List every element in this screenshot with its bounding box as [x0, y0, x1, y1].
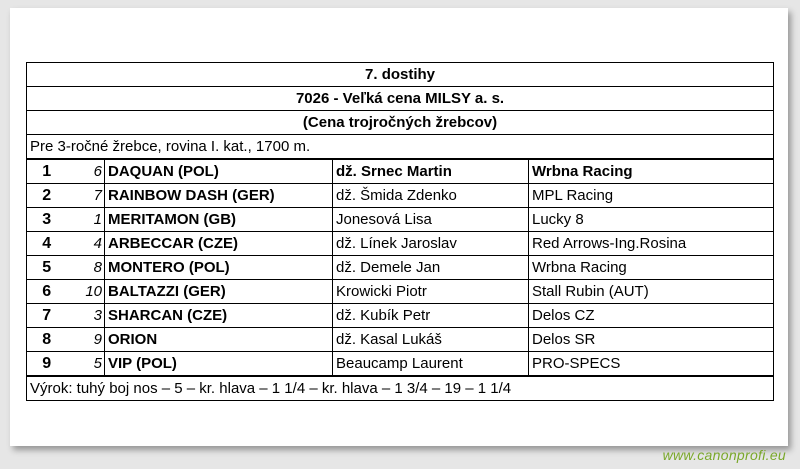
owner-name: MPL Racing	[529, 184, 774, 208]
finish-place: 5	[27, 256, 67, 280]
start-number: 1	[67, 208, 105, 232]
result-row	[27, 208, 774, 232]
result-row	[27, 304, 774, 328]
verdict: Výrok: tuhý boj nos – 5 – kr. hlava – 1 1/4 – kr. hlava – 1 3/4 – 19 – 1 1/4	[27, 376, 774, 401]
start-number: 5	[67, 352, 105, 377]
result-row	[27, 232, 774, 256]
race-name: 7026 - Veľká cena MILSY a. s.	[27, 87, 774, 111]
finish-place: 7	[27, 304, 67, 328]
race-results-table	[26, 62, 774, 401]
start-number: 10	[67, 280, 105, 304]
finish-place: 4	[27, 232, 67, 256]
race-title-row	[27, 63, 774, 87]
race-title: 7. dostihy	[27, 63, 774, 87]
start-number: 8	[67, 256, 105, 280]
result-row	[27, 184, 774, 208]
result-row	[27, 352, 774, 377]
owner-name: Delos CZ	[529, 304, 774, 328]
horse-name: BALTAZZI (GER)	[105, 280, 333, 304]
result-row	[27, 328, 774, 352]
watermark-text: www.canonprofi.eu	[662, 447, 786, 463]
owner-name: Delos SR	[529, 328, 774, 352]
start-number: 7	[67, 184, 105, 208]
finish-place: 3	[27, 208, 67, 232]
start-number: 9	[67, 328, 105, 352]
horse-name: ORION	[105, 328, 333, 352]
jockey-name: dž. Kasal Lukáš	[333, 328, 529, 352]
owner-name: Wrbna Racing	[529, 159, 774, 184]
jockey-name: dž. Línek Jaroslav	[333, 232, 529, 256]
race-conditions: Pre 3-ročné žrebce, rovina I. kat., 1700 m.	[27, 135, 774, 160]
jockey-name: dž. Srnec Martin	[333, 159, 529, 184]
finish-place: 1	[27, 159, 67, 184]
finish-place: 6	[27, 280, 67, 304]
race-subtitle: (Cena trojročných žrebcov)	[27, 111, 774, 135]
result-row	[27, 159, 774, 184]
horse-name: ARBECCAR (CZE)	[105, 232, 333, 256]
owner-name: Lucky 8	[529, 208, 774, 232]
finish-place: 2	[27, 184, 67, 208]
jockey-name: dž. Demele Jan	[333, 256, 529, 280]
jockey-name: Beaucamp Laurent	[333, 352, 529, 377]
owner-name: Stall Rubin (AUT)	[529, 280, 774, 304]
owner-name: Red Arrows-Ing.Rosina	[529, 232, 774, 256]
result-row	[27, 280, 774, 304]
jockey-name: dž. Kubík Petr	[333, 304, 529, 328]
verdict-row	[27, 376, 774, 401]
horse-name: VIP (POL)	[105, 352, 333, 377]
owner-name: PRO-SPECS	[529, 352, 774, 377]
jockey-name: dž. Šmida Zdenko	[333, 184, 529, 208]
jockey-name: Jonesová Lisa	[333, 208, 529, 232]
horse-name: SHARCAN (CZE)	[105, 304, 333, 328]
result-row	[27, 256, 774, 280]
horse-name: MERITAMON (GB)	[105, 208, 333, 232]
race-conditions-row	[27, 135, 774, 160]
start-number: 4	[67, 232, 105, 256]
horse-name: DAQUAN (POL)	[105, 159, 333, 184]
start-number: 3	[67, 304, 105, 328]
race-subtitle-row	[27, 111, 774, 135]
finish-place: 8	[27, 328, 67, 352]
jockey-name: Krowicki Piotr	[333, 280, 529, 304]
finish-place: 9	[27, 352, 67, 377]
start-number: 6	[67, 159, 105, 184]
owner-name: Wrbna Racing	[529, 256, 774, 280]
horse-name: MONTERO (POL)	[105, 256, 333, 280]
race-name-row	[27, 87, 774, 111]
horse-name: RAINBOW DASH (GER)	[105, 184, 333, 208]
